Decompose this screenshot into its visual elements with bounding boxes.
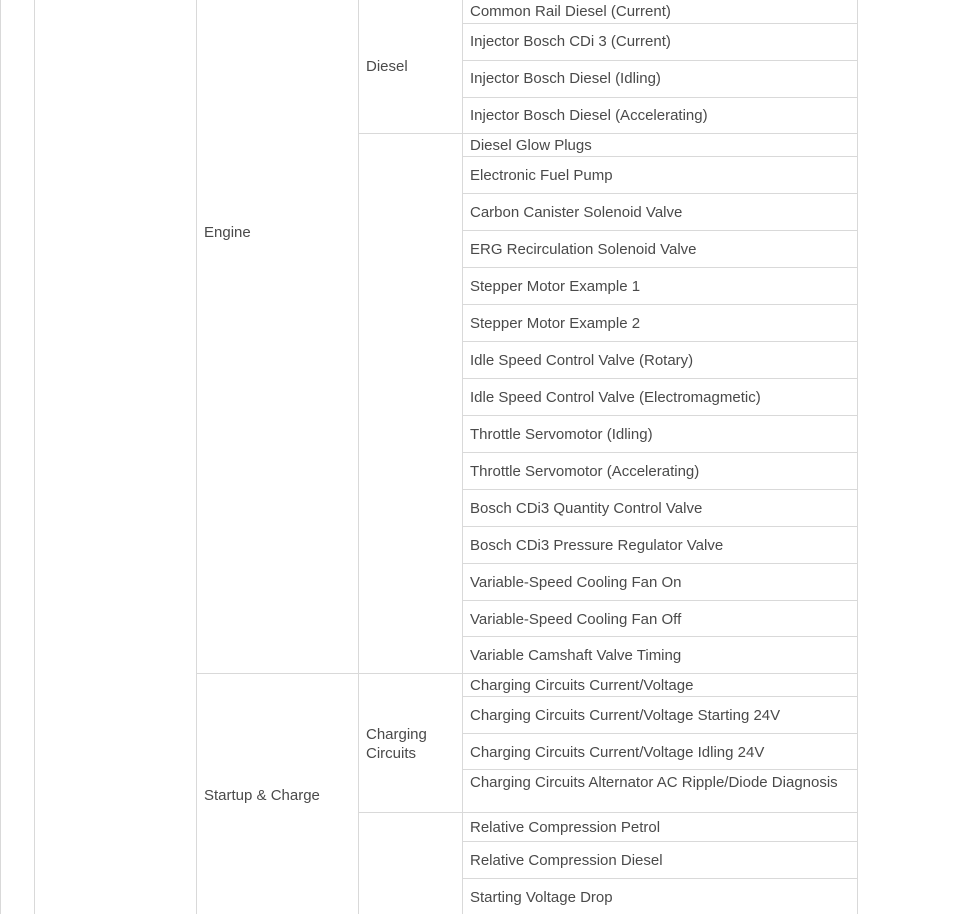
test-item[interactable]: Starting Voltage Drop bbox=[470, 889, 613, 906]
test-item[interactable]: Idle Speed Control Valve (Electromagmetic) bbox=[470, 389, 761, 406]
test-item[interactable]: Bosch CDi3 Quantity Control Valve bbox=[470, 500, 703, 517]
test-item[interactable]: Electronic Fuel Pump bbox=[470, 167, 613, 184]
row-divider bbox=[462, 341, 858, 342]
test-item[interactable]: Relative Compression Petrol bbox=[470, 819, 661, 836]
row-divider bbox=[462, 304, 858, 305]
column-border bbox=[462, 0, 463, 914]
test-item[interactable]: Relative Compression Diesel bbox=[470, 852, 663, 869]
row-divider bbox=[462, 193, 858, 194]
test-item[interactable]: Throttle Servomotor (Idling) bbox=[470, 426, 653, 443]
row-divider bbox=[462, 60, 858, 61]
test-item[interactable]: Diesel Glow Plugs bbox=[470, 137, 592, 154]
subgroup-label-diesel: Diesel bbox=[366, 58, 408, 75]
row-divider bbox=[462, 563, 858, 564]
test-item[interactable]: Throttle Servomotor (Accelerating) bbox=[470, 463, 700, 480]
test-item[interactable]: Variable Camshaft Valve Timing bbox=[470, 647, 682, 664]
group-divider bbox=[196, 673, 858, 674]
subgroup-divider bbox=[358, 133, 858, 134]
row-divider bbox=[462, 230, 858, 231]
row-divider bbox=[462, 97, 858, 98]
column-border bbox=[358, 0, 359, 914]
test-item[interactable]: Injector Bosch Diesel (Accelerating) bbox=[470, 107, 708, 124]
test-item[interactable]: ERG Recirculation Solenoid Valve bbox=[470, 241, 697, 258]
column-border bbox=[857, 0, 858, 914]
row-divider bbox=[462, 267, 858, 268]
test-item[interactable]: Idle Speed Control Valve (Rotary) bbox=[470, 352, 694, 369]
column-border bbox=[34, 0, 35, 914]
test-item[interactable]: Charging Circuits Alternator AC Ripple/Diode Diagnosis bbox=[470, 774, 838, 791]
row-divider bbox=[462, 526, 858, 527]
row-divider bbox=[462, 415, 858, 416]
subgroup-divider bbox=[358, 812, 858, 813]
test-item[interactable]: Bosch CDi3 Pressure Regulator Valve bbox=[470, 537, 724, 554]
test-item[interactable]: Variable-Speed Cooling Fan Off bbox=[470, 611, 682, 628]
test-item[interactable]: Injector Bosch CDi 3 (Current) bbox=[470, 33, 671, 50]
test-item[interactable]: Variable-Speed Cooling Fan On bbox=[470, 574, 682, 591]
row-divider bbox=[462, 878, 858, 879]
test-item[interactable]: Charging Circuits Current/Voltage Idling 24V bbox=[470, 744, 765, 761]
row-divider bbox=[462, 769, 858, 770]
row-divider bbox=[462, 378, 858, 379]
row-divider bbox=[462, 489, 858, 490]
column-border bbox=[196, 0, 197, 914]
row-divider bbox=[462, 156, 858, 157]
test-item[interactable]: Injector Bosch Diesel (Idling) bbox=[470, 70, 661, 87]
row-divider bbox=[462, 23, 858, 24]
row-divider bbox=[462, 600, 858, 601]
test-item[interactable]: Stepper Motor Example 1 bbox=[470, 278, 641, 295]
test-item[interactable]: Common Rail Diesel (Current) bbox=[470, 3, 671, 20]
row-divider bbox=[462, 636, 858, 637]
row-divider bbox=[462, 733, 858, 734]
row-divider bbox=[462, 452, 858, 453]
test-item[interactable]: Charging Circuits Current/Voltage bbox=[470, 677, 694, 694]
row-divider bbox=[462, 696, 858, 697]
row-divider bbox=[462, 841, 858, 842]
group-label-engine: Engine bbox=[204, 224, 251, 241]
subgroup-label-charging-circuits: Charging Circuits bbox=[366, 726, 427, 762]
column-border bbox=[0, 0, 1, 914]
group-label-startup-charge: Startup & Charge bbox=[204, 787, 320, 804]
test-item[interactable]: Stepper Motor Example 2 bbox=[470, 315, 641, 332]
test-item[interactable]: Charging Circuits Current/Voltage Starting 24V bbox=[470, 707, 781, 724]
test-item[interactable]: Carbon Canister Solenoid Valve bbox=[470, 204, 683, 221]
